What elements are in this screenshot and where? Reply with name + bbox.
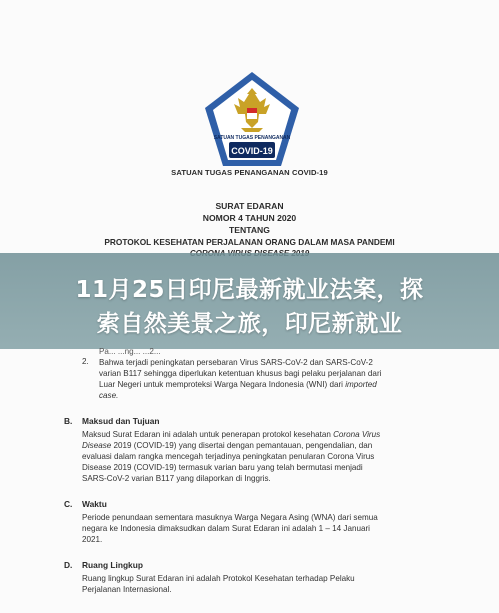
section-b-line1 <box>82 429 380 440</box>
section-b-line4: Disease 2019 (COVID-19) termasuk varian baru yang telah bermutasi menjadi <box>82 463 363 472</box>
doc-type: SURAT EDARAN <box>215 201 284 211</box>
section-b-letter: B. <box>64 416 73 426</box>
section-b-line1-text: Maksud Surat Edaran ini adalah untuk penerapan protokol kesehatan <box>82 430 334 439</box>
banner-title-line2: 索自然美景之旅，印尼新就业 <box>96 311 403 337</box>
section-b-line3: evaluasi dalam rangka mencegah terjadinya peningkatan penularan Corona Virus <box>82 452 375 461</box>
item2-line3-text: Luar Negeri untuk memproteksi Warga Negara Indonesia (WNI) dari <box>99 380 346 389</box>
item-number: 2. <box>82 357 89 366</box>
section-d-line1: Ruang lingkup Surat Edaran ini adalah Protokol Kesehatan terhadap Pelaku <box>82 574 355 583</box>
item2-line4-italic: case. <box>99 391 119 400</box>
item2-line3 <box>99 379 377 390</box>
partially-hidden-line: Pa... ...ng... ...2... <box>99 347 161 356</box>
section-d-line2: Perjalanan Internasional. <box>82 585 172 594</box>
section-c-title: Waktu <box>82 499 107 509</box>
item2-line4 <box>99 390 118 401</box>
section-c-line1: Periode penundaan sementara masuknya Warga Negara Asing (WNA) dari semua <box>82 513 378 522</box>
section-b-line2-italic: Disease <box>82 441 112 450</box>
section-b-line2 <box>82 440 372 451</box>
item2-line1: Bahwa terjadi peningkatan persebaran Virus SARS-CoV-2 dan SARS-CoV-2 <box>99 358 373 367</box>
section-d-letter: D. <box>64 560 73 570</box>
emblem-ring-text: SATUAN TUGAS PENANGANAN <box>213 135 291 141</box>
doc-number: NOMOR 4 TAHUN 2020 <box>202 213 297 223</box>
emblem-badge-text: COVID-19 <box>231 146 273 156</box>
item2-line3-italic: imported <box>345 380 377 389</box>
section-d-title: Ruang Lingkup <box>82 560 143 570</box>
banner-title-line1: 11月25日印尼最新就业法案，探 <box>75 277 424 303</box>
section-c-letter: C. <box>64 499 73 509</box>
section-c-line2: negara ke Indonesia dimaksudkan dalam Surat Edaran ini adalah 1 – 14 Januari <box>82 524 370 533</box>
section-b-line2-text: 2019 (COVID-19) yang disertai dengan pemantauan, pengendalian, dan <box>111 441 373 450</box>
doc-about: TENTANG <box>229 225 270 235</box>
agency-name: SATUAN TUGAS PENANGANAN COVID-19 <box>171 168 328 177</box>
item2-line2: varian B117 sehingga diperlukan ketentuan khusus bagi pelaku perjalanan dari <box>99 369 382 378</box>
section-b-line1-italic: Corona Virus <box>333 430 381 439</box>
section-b-line5: SARS-CoV-2 varian B117 yang dilaporkan di Inggris. <box>82 474 271 483</box>
covid-task-force-emblem <box>203 70 301 170</box>
section-b-title: Maksud dan Tujuan <box>82 416 160 426</box>
doc-title: PROTOKOL KESEHATAN PERJALANAN ORANG DALAM MASA PANDEMI <box>104 237 395 247</box>
section-c-line3: 2021. <box>82 535 103 544</box>
